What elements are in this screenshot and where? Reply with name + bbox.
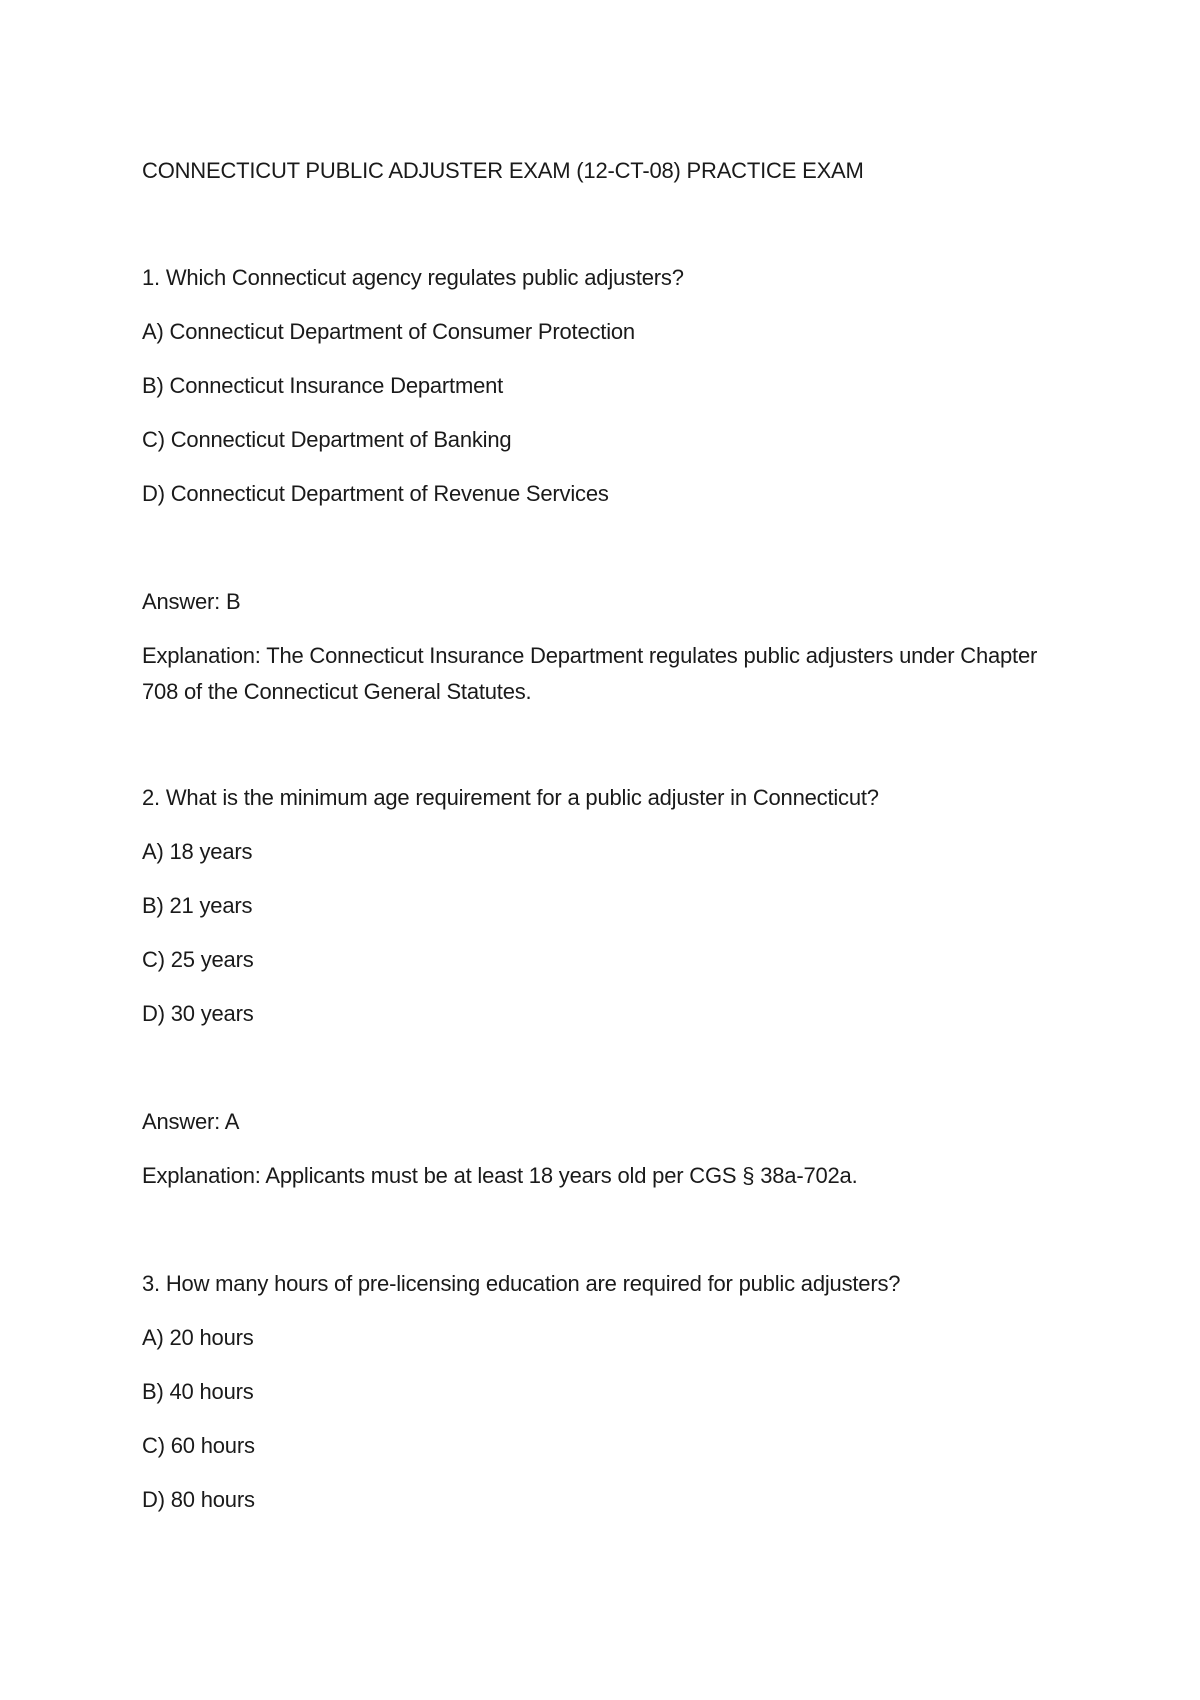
question-2-option-c: C) 25 years <box>142 947 254 972</box>
question-1-option-d: D) Connecticut Department of Revenue Services <box>142 481 609 506</box>
question-1-option-b: B) Connecticut Insurance Department <box>142 373 504 398</box>
question-3-option-c: C) 60 hours <box>142 1433 255 1458</box>
question-2-option-b: B) 21 years <box>142 893 253 918</box>
question-3-text: 3. How many hours of pre-licensing education are required for public adjusters? <box>142 1271 901 1296</box>
question-1-explanation: Explanation: The Connecticut Insurance Department regulates public adjusters under Chapter 708 of the Connecticut General Statutes. <box>142 643 1038 704</box>
question-3-option-b: B) 40 hours <box>142 1379 254 1404</box>
question-1-option-a: A) Connecticut Department of Consumer Protection <box>142 319 635 344</box>
question-2-text: 2. What is the minimum age requirement for a public adjuster in Connecticut? <box>142 785 879 810</box>
question-3-option-a: A) 20 hours <box>142 1325 254 1350</box>
question-1-text: 1. Which Connecticut agency regulates public adjusters? <box>142 265 684 290</box>
question-2-answer: Answer: A <box>142 1109 240 1134</box>
document-title: CONNECTICUT PUBLIC ADJUSTER EXAM (12-CT-08) PRACTICE EXAM <box>142 158 864 183</box>
question-2-option-d: D) 30 years <box>142 1001 254 1026</box>
question-2-option-a: A) 18 years <box>142 839 253 864</box>
question-2-explanation: Explanation: Applicants must be at least 18 years old per CGS § 38a-702a. <box>142 1163 858 1188</box>
document-page <box>142 0 1062 1700</box>
question-1-answer: Answer: B <box>142 589 241 614</box>
question-1-option-c: C) Connecticut Department of Banking <box>142 427 512 452</box>
question-3-option-d: D) 80 hours <box>142 1487 255 1512</box>
